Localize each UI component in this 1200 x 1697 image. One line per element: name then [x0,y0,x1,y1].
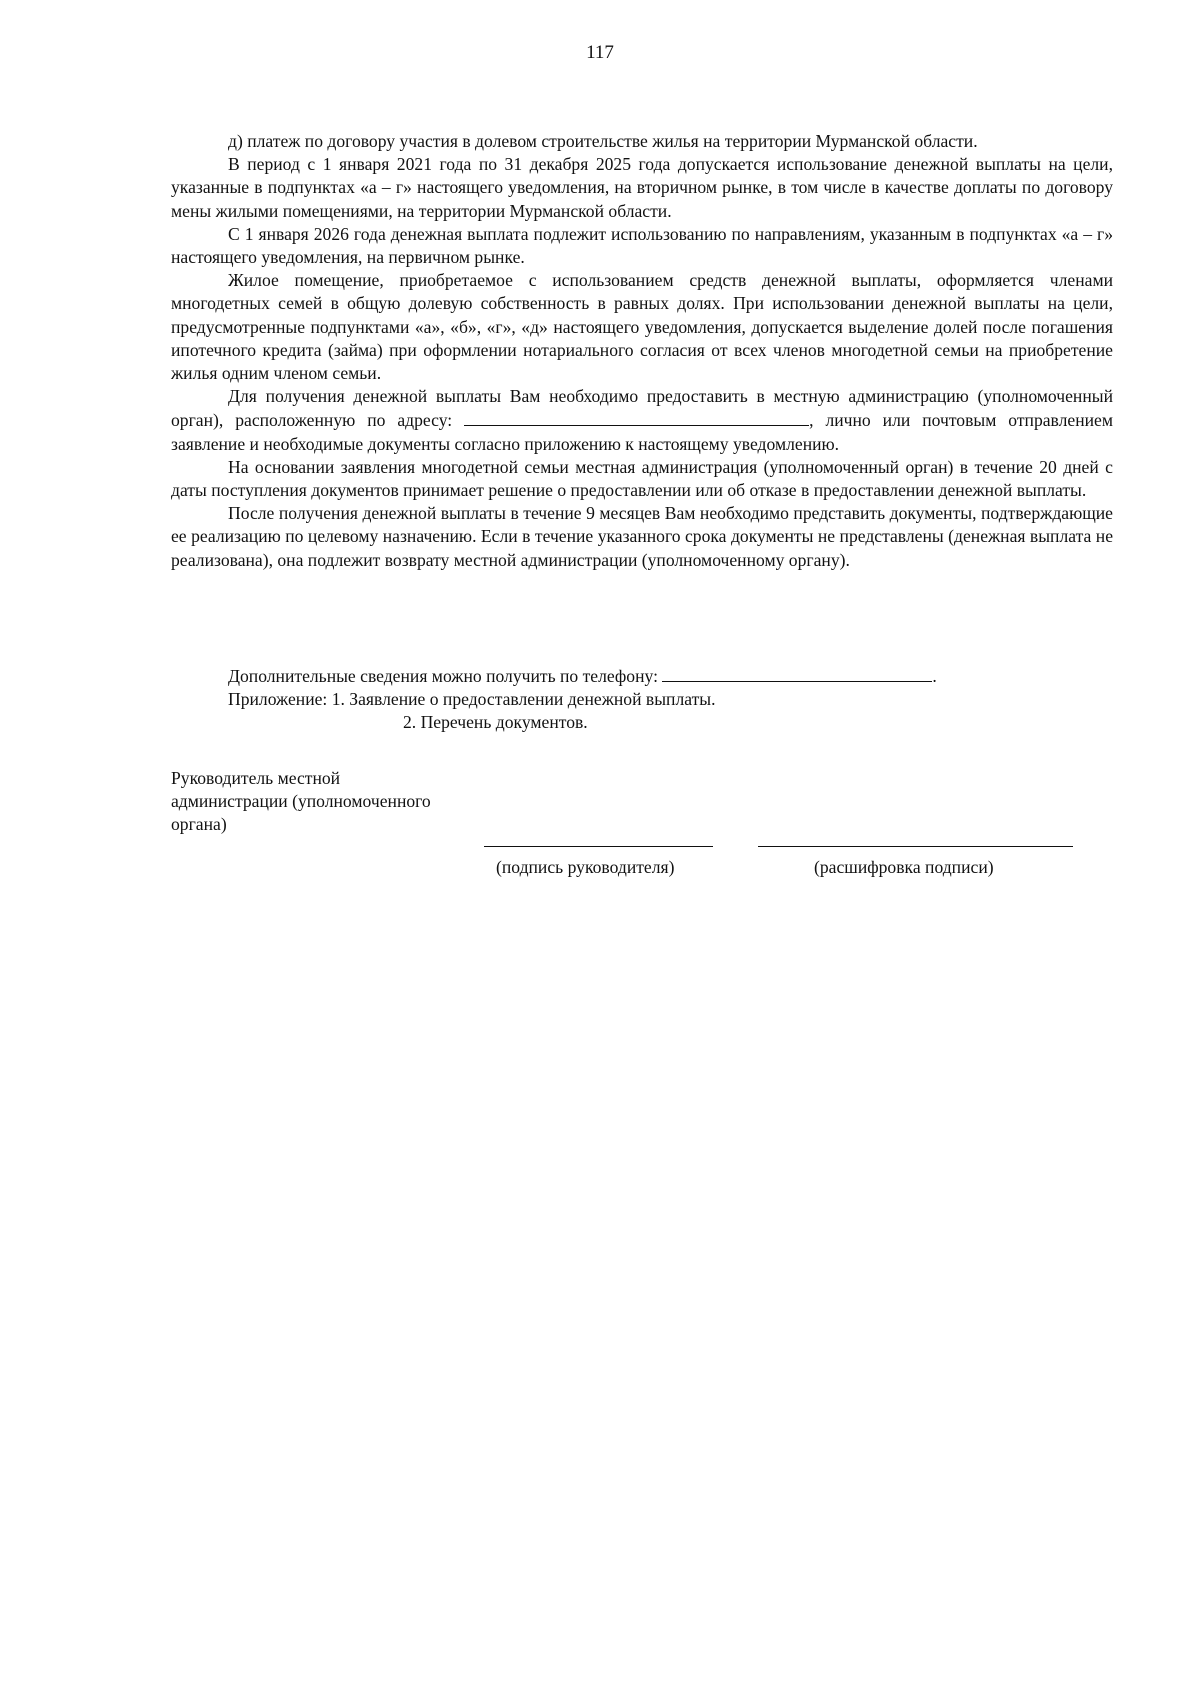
document-body [171,130,1113,572]
signatory-position [171,767,491,837]
signature-name-line[interactable] [758,846,1073,847]
phone-text-before: Дополнительные сведения можно получить по телефону: [228,666,663,686]
address-blank-field[interactable] [464,408,809,426]
paragraph-payment-d: д) платеж по договору участия в долевом строительстве жилья на территории Мурманской области. [228,131,978,151]
phone-text-after: . [932,666,937,686]
paragraph-reporting: После получения денежной выплаты в течение 9 месяцев Вам необходимо представить документы, подтверждающие ее реализацию по целевому назначению. Если в течение указанного срока документы не представлены (денежная выплата не реализована), она подлежит возврату местной администрации (уполномоченному органу). [171,503,1113,570]
signatory-position-line: администрации (уполномоченного [171,791,431,812]
appendix-line-2: 2. Перечень документов. [403,712,588,733]
page-number: 117 [586,42,614,63]
phone-line [171,664,1113,688]
paragraph-ownership: Жилое помещение, приобретаемое с использованием средств денежной выплаты, оформляется членами многодетных семей в общую долевую собственность в равных долях. При использовании денежной выплаты на цели, предусмотренные подпунктами «а», «б», «г», «д» настоящего уведомления, допускается выделение долей после погашения ипотечного кредита (займа) при оформлении нотариального согласия от всех членов многодетной семьи на приобретение жилья одним членом семьи. [171,270,1113,384]
address-text-before: Для получения денежной выплаты Вам необходимо предоставить в местную администрацию (уполномоченный орган), расположенную по адресу: [171,386,1113,431]
signature-line[interactable] [484,846,713,847]
additional-info-block [171,664,1113,735]
signatory-position-line: органа) [171,814,227,835]
signature-caption: (подпись руководителя) [496,857,675,877]
signatory-position-line: Руководитель местной [171,768,341,788]
paragraph-address [171,385,1113,456]
appendix-line-1: Приложение: 1. Заявление о предоставлении денежной выплаты. [228,689,716,710]
paragraph-primary-market: С 1 января 2026 года денежная выплата подлежит использованию по направлениям, указанным в подпунктах «а – г» настоящего уведомления, на первичном рынке. [171,223,1113,268]
phone-blank-field[interactable] [662,664,932,682]
address-text-after: , лично или почтовым отправлением заявление и необходимые документы согласно приложению к настоящему уведомлению. [171,410,1113,454]
paragraph-secondary-market: В период с 1 января 2021 года по 31 декабря 2025 года допускается использование денежной выплаты на цели, указанные в подпунктах «а – г» настоящего уведомления, на вторичном рынке, в том числе в качестве доплаты по договору мены жилыми помещениями, на территории Мурманской области. [171,154,1113,221]
paragraph-decision: На основании заявления многодетной семьи местная администрация (уполномоченный орган) в течение 20 дней с даты поступления документов принимает решение о предоставлении или об отказе в предоставлении денежной выплаты. [171,456,1113,501]
signature-name-caption: (расшифровка подписи) [814,857,994,877]
